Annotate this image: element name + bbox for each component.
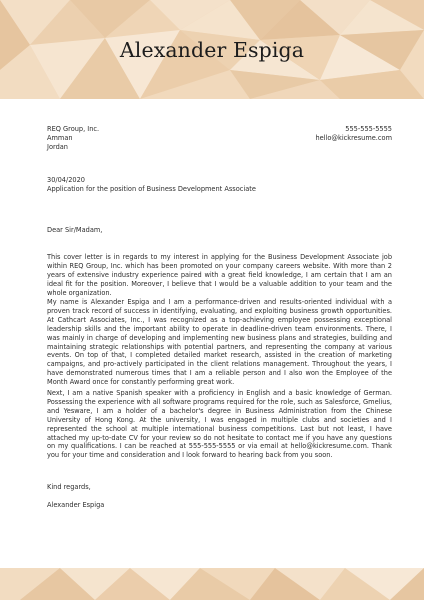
recipient-company: REQ Group, Inc. — [47, 125, 100, 133]
sender-contact — [232, 125, 392, 143]
paragraph-experience: My name is Alexander Espiga and I am a performance-driven and results-oriented individual with a proven track record of success in identifying, evaluating, and exploiting business growth opportunities. At Cathcart Associates, Inc., I was recognized as a top-achieving employee possessing exceptional leadership skills and the important ability to operate in deadline-driven team environments. There, I was mainly in charge of developing and implementing new business plans and strategies, building and maintaining strategic relationships with potential partners, and representing the company at various events. On top of that, I completed detailed market research, assisted in the creation of marketing campaigns, and pro-actively participated in the client relations management. Throughout the years, I have demonstrated numerous times that I am a reliable person and I also won the Employee of the Month Award once for constantly performing great work. — [47, 298, 392, 387]
applicant-name: Alexander Espiga — [119, 38, 305, 62]
recipient-city: Amman — [47, 133, 73, 142]
recipient-country: Jordan — [47, 142, 68, 151]
letter-date-block — [47, 176, 392, 194]
paragraph-skills: Next, I am a native Spanish speaker with a proficiency in English and a basic knowledge of German. Possessing the experience with all software programs required for the role, such as Salesforce, Gmelius, and Yesware, I am a holder of a bachelor's degree in Business Administration from the Chinese University of Hong Kong. At the university, I was engaged in multiple clubs and societies and I represented the school at multiple international business competitions. Last but not least, I have attached my up-to-date CV for your review so do not hesitate to contact me if you have any questions on my qualifications. I can be reached at 555-555-5555 or via email at hello@kickresume.com. Thank you for your time and consideration and I look forward to hearing back from you soon. — [47, 389, 392, 460]
recipient-address — [47, 125, 247, 152]
signature: Alexander Espiga — [47, 501, 105, 509]
sender-phone: 555-555-5555 — [345, 125, 392, 133]
closing: Kind regards, — [47, 483, 91, 491]
letter-subject: Application for the position of Business Development Associate — [47, 184, 256, 193]
salutation: Dear Sir/Madam, — [47, 226, 103, 234]
footer-banner — [0, 568, 424, 600]
sender-email: hello@kickresume.com — [315, 133, 392, 142]
paragraph-intro: This cover letter is in regards to my interest in applying for the Business Development Associate job within REQ Group, Inc. which has been promoted on your company careers website. With more than 2 years of extensive industry experience paired with a great field knowledge, I am certain that I am an ideal fit for the position. Moreover, I believe that I would be a valuable addition to your team and the whole organization. — [47, 253, 392, 297]
letter-date: 30/04/2020 — [47, 176, 86, 184]
header-banner — [0, 0, 424, 99]
footer-pattern — [0, 568, 424, 600]
